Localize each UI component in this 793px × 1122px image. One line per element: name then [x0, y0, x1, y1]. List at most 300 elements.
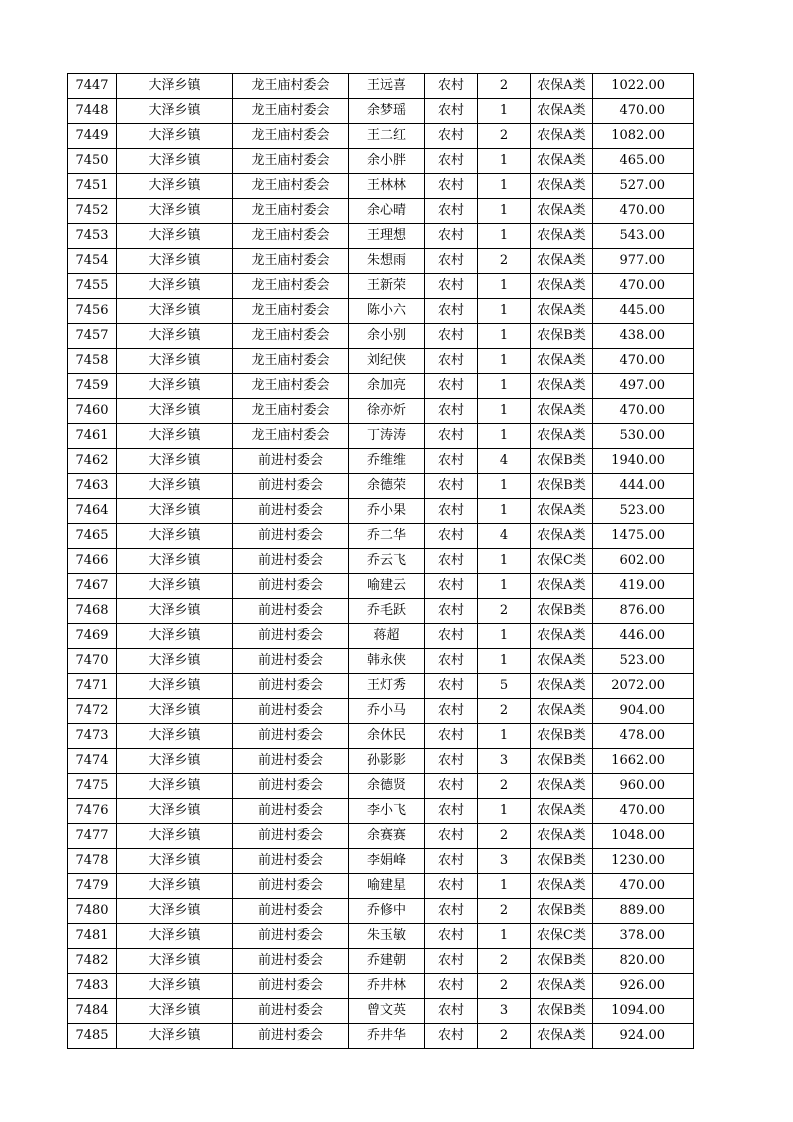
amount-cell: 470.00: [593, 99, 694, 124]
household-type-cell: 农村: [425, 624, 478, 649]
category-cell: 农保A类: [531, 574, 593, 599]
person-count-cell: 1: [478, 274, 531, 299]
category-cell: 农保A类: [531, 74, 593, 99]
table-row: [68, 524, 694, 549]
name-cell: 徐亦炘: [349, 399, 425, 424]
name-cell: 王林林: [349, 174, 425, 199]
person-count-cell: 1: [478, 199, 531, 224]
township-cell: 大泽乡镇: [117, 149, 233, 174]
amount-cell: 1475.00: [593, 524, 694, 549]
row-number-cell: 7466: [68, 549, 117, 574]
table-row: [68, 724, 694, 749]
amount-cell: 889.00: [593, 899, 694, 924]
name-cell: 余小胖: [349, 149, 425, 174]
amount-cell: 470.00: [593, 799, 694, 824]
table-row: [68, 924, 694, 949]
amount-cell: 444.00: [593, 474, 694, 499]
table-row: [68, 699, 694, 724]
township-cell: 大泽乡镇: [117, 874, 233, 899]
person-count-cell: 2: [478, 249, 531, 274]
row-number-cell: 7450: [68, 149, 117, 174]
township-cell: 大泽乡镇: [117, 524, 233, 549]
township-cell: 大泽乡镇: [117, 849, 233, 874]
name-cell: 王二红: [349, 124, 425, 149]
table-row: [68, 674, 694, 699]
category-cell: 农保A类: [531, 374, 593, 399]
village-committee-cell: 前进村委会: [233, 874, 349, 899]
table-row: [68, 949, 694, 974]
row-number-cell: 7449: [68, 124, 117, 149]
village-committee-cell: 前进村委会: [233, 899, 349, 924]
village-committee-cell: 龙王庙村委会: [233, 299, 349, 324]
household-type-cell: 农村: [425, 99, 478, 124]
household-type-cell: 农村: [425, 874, 478, 899]
village-committee-cell: 前进村委会: [233, 724, 349, 749]
person-count-cell: 3: [478, 849, 531, 874]
amount-cell: 1940.00: [593, 449, 694, 474]
township-cell: 大泽乡镇: [117, 299, 233, 324]
amount-cell: 876.00: [593, 599, 694, 624]
table-row: [68, 999, 694, 1024]
name-cell: 余小别: [349, 324, 425, 349]
household-type-cell: 农村: [425, 674, 478, 699]
name-cell: 朱玉敏: [349, 924, 425, 949]
township-cell: 大泽乡镇: [117, 699, 233, 724]
row-number-cell: 7463: [68, 474, 117, 499]
household-type-cell: 农村: [425, 224, 478, 249]
table-row: [68, 149, 694, 174]
village-committee-cell: 前进村委会: [233, 1024, 349, 1049]
amount-cell: 527.00: [593, 174, 694, 199]
township-cell: 大泽乡镇: [117, 549, 233, 574]
category-cell: 农保A类: [531, 124, 593, 149]
township-cell: 大泽乡镇: [117, 199, 233, 224]
category-cell: 农保A类: [531, 274, 593, 299]
township-cell: 大泽乡镇: [117, 74, 233, 99]
amount-cell: 470.00: [593, 399, 694, 424]
category-cell: 农保A类: [531, 874, 593, 899]
village-committee-cell: 龙王庙村委会: [233, 149, 349, 174]
household-type-cell: 农村: [425, 824, 478, 849]
row-number-cell: 7484: [68, 999, 117, 1024]
township-cell: 大泽乡镇: [117, 124, 233, 149]
row-number-cell: 7452: [68, 199, 117, 224]
name-cell: 乔小马: [349, 699, 425, 724]
row-number-cell: 7477: [68, 824, 117, 849]
table-row: [68, 324, 694, 349]
category-cell: 农保A类: [531, 349, 593, 374]
township-cell: 大泽乡镇: [117, 349, 233, 374]
township-cell: 大泽乡镇: [117, 949, 233, 974]
township-cell: 大泽乡镇: [117, 399, 233, 424]
amount-cell: 530.00: [593, 424, 694, 449]
person-count-cell: 1: [478, 649, 531, 674]
table-row: [68, 199, 694, 224]
amount-cell: 977.00: [593, 249, 694, 274]
name-cell: 乔云飞: [349, 549, 425, 574]
table-row: [68, 599, 694, 624]
category-cell: 农保A类: [531, 774, 593, 799]
township-cell: 大泽乡镇: [117, 324, 233, 349]
person-count-cell: 2: [478, 124, 531, 149]
household-type-cell: 农村: [425, 474, 478, 499]
category-cell: 农保A类: [531, 299, 593, 324]
household-type-cell: 农村: [425, 399, 478, 424]
name-cell: 蒋超: [349, 624, 425, 649]
name-cell: 余德荣: [349, 474, 425, 499]
table-row: [68, 899, 694, 924]
subsidy-table: [67, 73, 694, 1049]
township-cell: 大泽乡镇: [117, 824, 233, 849]
township-cell: 大泽乡镇: [117, 224, 233, 249]
village-committee-cell: 前进村委会: [233, 524, 349, 549]
village-committee-cell: 前进村委会: [233, 949, 349, 974]
name-cell: 王新荣: [349, 274, 425, 299]
household-type-cell: 农村: [425, 924, 478, 949]
village-committee-cell: 龙王庙村委会: [233, 99, 349, 124]
person-count-cell: 2: [478, 599, 531, 624]
township-cell: 大泽乡镇: [117, 774, 233, 799]
row-number-cell: 7478: [68, 849, 117, 874]
amount-cell: 470.00: [593, 349, 694, 374]
row-number-cell: 7456: [68, 299, 117, 324]
category-cell: 农保A类: [531, 974, 593, 999]
township-cell: 大泽乡镇: [117, 574, 233, 599]
village-committee-cell: 龙王庙村委会: [233, 199, 349, 224]
village-committee-cell: 前进村委会: [233, 599, 349, 624]
household-type-cell: 农村: [425, 574, 478, 599]
name-cell: 乔二华: [349, 524, 425, 549]
village-committee-cell: 前进村委会: [233, 649, 349, 674]
village-committee-cell: 前进村委会: [233, 774, 349, 799]
table-row: [68, 574, 694, 599]
row-number-cell: 7465: [68, 524, 117, 549]
village-committee-cell: 前进村委会: [233, 699, 349, 724]
amount-cell: 924.00: [593, 1024, 694, 1049]
amount-cell: 904.00: [593, 699, 694, 724]
table-row: [68, 549, 694, 574]
category-cell: 农保A类: [531, 624, 593, 649]
table-row: [68, 974, 694, 999]
table-row: [68, 799, 694, 824]
name-cell: 余休民: [349, 724, 425, 749]
person-count-cell: 1: [478, 324, 531, 349]
row-number-cell: 7471: [68, 674, 117, 699]
category-cell: 农保A类: [531, 699, 593, 724]
person-count-cell: 1: [478, 149, 531, 174]
amount-cell: 960.00: [593, 774, 694, 799]
table-row: [68, 299, 694, 324]
village-committee-cell: 前进村委会: [233, 999, 349, 1024]
amount-cell: 470.00: [593, 274, 694, 299]
name-cell: 孙影影: [349, 749, 425, 774]
category-cell: 农保B类: [531, 449, 593, 474]
person-count-cell: 1: [478, 224, 531, 249]
row-number-cell: 7467: [68, 574, 117, 599]
village-committee-cell: 龙王庙村委会: [233, 324, 349, 349]
row-number-cell: 7474: [68, 749, 117, 774]
row-number-cell: 7485: [68, 1024, 117, 1049]
household-type-cell: 农村: [425, 74, 478, 99]
household-type-cell: 农村: [425, 774, 478, 799]
amount-cell: 478.00: [593, 724, 694, 749]
household-type-cell: 农村: [425, 974, 478, 999]
row-number-cell: 7464: [68, 499, 117, 524]
person-count-cell: 1: [478, 399, 531, 424]
name-cell: 余赛赛: [349, 824, 425, 849]
person-count-cell: 3: [478, 999, 531, 1024]
household-type-cell: 农村: [425, 699, 478, 724]
village-committee-cell: 前进村委会: [233, 799, 349, 824]
name-cell: 乔井华: [349, 1024, 425, 1049]
table-row: [68, 224, 694, 249]
name-cell: 李娟峰: [349, 849, 425, 874]
name-cell: 王远喜: [349, 74, 425, 99]
household-type-cell: 农村: [425, 324, 478, 349]
amount-cell: 497.00: [593, 374, 694, 399]
amount-cell: 1094.00: [593, 999, 694, 1024]
name-cell: 余梦瑶: [349, 99, 425, 124]
name-cell: 陈小六: [349, 299, 425, 324]
row-number-cell: 7447: [68, 74, 117, 99]
person-count-cell: 1: [478, 799, 531, 824]
person-count-cell: 1: [478, 374, 531, 399]
household-type-cell: 农村: [425, 549, 478, 574]
person-count-cell: 2: [478, 74, 531, 99]
amount-cell: 470.00: [593, 874, 694, 899]
category-cell: 农保A类: [531, 224, 593, 249]
category-cell: 农保C类: [531, 549, 593, 574]
category-cell: 农保B类: [531, 724, 593, 749]
row-number-cell: 7483: [68, 974, 117, 999]
category-cell: 农保B类: [531, 749, 593, 774]
person-count-cell: 1: [478, 624, 531, 649]
amount-cell: 446.00: [593, 624, 694, 649]
household-type-cell: 农村: [425, 649, 478, 674]
category-cell: 农保B类: [531, 324, 593, 349]
name-cell: 喻建云: [349, 574, 425, 599]
township-cell: 大泽乡镇: [117, 499, 233, 524]
household-type-cell: 农村: [425, 249, 478, 274]
person-count-cell: 1: [478, 299, 531, 324]
village-committee-cell: 龙王庙村委会: [233, 349, 349, 374]
village-committee-cell: 前进村委会: [233, 624, 349, 649]
row-number-cell: 7472: [68, 699, 117, 724]
person-count-cell: 2: [478, 949, 531, 974]
village-committee-cell: 前进村委会: [233, 449, 349, 474]
township-cell: 大泽乡镇: [117, 649, 233, 674]
person-count-cell: 2: [478, 774, 531, 799]
person-count-cell: 5: [478, 674, 531, 699]
amount-cell: 378.00: [593, 924, 694, 949]
row-number-cell: 7454: [68, 249, 117, 274]
category-cell: 农保A类: [531, 174, 593, 199]
person-count-cell: 1: [478, 174, 531, 199]
table-row: [68, 824, 694, 849]
table-row: [68, 849, 694, 874]
township-cell: 大泽乡镇: [117, 274, 233, 299]
township-cell: 大泽乡镇: [117, 674, 233, 699]
category-cell: 农保C类: [531, 924, 593, 949]
table-row: [68, 74, 694, 99]
amount-cell: 465.00: [593, 149, 694, 174]
name-cell: 李小飞: [349, 799, 425, 824]
person-count-cell: 3: [478, 749, 531, 774]
township-cell: 大泽乡镇: [117, 174, 233, 199]
person-count-cell: 1: [478, 924, 531, 949]
category-cell: 农保B类: [531, 849, 593, 874]
row-number-cell: 7453: [68, 224, 117, 249]
village-committee-cell: 前进村委会: [233, 474, 349, 499]
name-cell: 刘纪侠: [349, 349, 425, 374]
household-type-cell: 农村: [425, 124, 478, 149]
person-count-cell: 1: [478, 99, 531, 124]
category-cell: 农保B类: [531, 899, 593, 924]
amount-cell: 543.00: [593, 224, 694, 249]
category-cell: 农保A类: [531, 799, 593, 824]
table-row: [68, 474, 694, 499]
row-number-cell: 7482: [68, 949, 117, 974]
amount-cell: 1082.00: [593, 124, 694, 149]
amount-cell: 820.00: [593, 949, 694, 974]
row-number-cell: 7479: [68, 874, 117, 899]
township-cell: 大泽乡镇: [117, 1024, 233, 1049]
row-number-cell: 7459: [68, 374, 117, 399]
township-cell: 大泽乡镇: [117, 974, 233, 999]
township-cell: 大泽乡镇: [117, 799, 233, 824]
person-count-cell: 1: [478, 424, 531, 449]
village-committee-cell: 龙王庙村委会: [233, 374, 349, 399]
name-cell: 喻建星: [349, 874, 425, 899]
name-cell: 王理想: [349, 224, 425, 249]
name-cell: 余德贤: [349, 774, 425, 799]
person-count-cell: 1: [478, 549, 531, 574]
table-row: [68, 424, 694, 449]
village-committee-cell: 龙王庙村委会: [233, 249, 349, 274]
category-cell: 农保B类: [531, 599, 593, 624]
household-type-cell: 农村: [425, 274, 478, 299]
table-row: [68, 249, 694, 274]
amount-cell: 438.00: [593, 324, 694, 349]
household-type-cell: 农村: [425, 999, 478, 1024]
township-cell: 大泽乡镇: [117, 449, 233, 474]
category-cell: 农保A类: [531, 524, 593, 549]
person-count-cell: 1: [478, 574, 531, 599]
amount-cell: 926.00: [593, 974, 694, 999]
row-number-cell: 7468: [68, 599, 117, 624]
name-cell: 曾文英: [349, 999, 425, 1024]
amount-cell: 602.00: [593, 549, 694, 574]
table-row: [68, 174, 694, 199]
village-committee-cell: 前进村委会: [233, 749, 349, 774]
village-committee-cell: 前进村委会: [233, 849, 349, 874]
village-committee-cell: 前进村委会: [233, 549, 349, 574]
person-count-cell: 2: [478, 899, 531, 924]
person-count-cell: 2: [478, 699, 531, 724]
township-cell: 大泽乡镇: [117, 249, 233, 274]
category-cell: 农保B类: [531, 474, 593, 499]
row-number-cell: 7460: [68, 399, 117, 424]
village-committee-cell: 前进村委会: [233, 924, 349, 949]
name-cell: 丁涛涛: [349, 424, 425, 449]
category-cell: 农保A类: [531, 149, 593, 174]
village-committee-cell: 龙王庙村委会: [233, 424, 349, 449]
category-cell: 农保A类: [531, 1024, 593, 1049]
name-cell: 王灯秀: [349, 674, 425, 699]
household-type-cell: 农村: [425, 174, 478, 199]
name-cell: 乔井林: [349, 974, 425, 999]
person-count-cell: 1: [478, 724, 531, 749]
amount-cell: 419.00: [593, 574, 694, 599]
village-committee-cell: 前进村委会: [233, 674, 349, 699]
amount-cell: 523.00: [593, 499, 694, 524]
row-number-cell: 7448: [68, 99, 117, 124]
category-cell: 农保A类: [531, 99, 593, 124]
row-number-cell: 7458: [68, 349, 117, 374]
row-number-cell: 7475: [68, 774, 117, 799]
row-number-cell: 7470: [68, 649, 117, 674]
village-committee-cell: 前进村委会: [233, 974, 349, 999]
table-row: [68, 624, 694, 649]
table-row: [68, 349, 694, 374]
amount-cell: 1662.00: [593, 749, 694, 774]
category-cell: 农保A类: [531, 499, 593, 524]
name-cell: 余加亮: [349, 374, 425, 399]
household-type-cell: 农村: [425, 199, 478, 224]
table-row: [68, 749, 694, 774]
category-cell: 农保A类: [531, 249, 593, 274]
amount-cell: 1048.00: [593, 824, 694, 849]
household-type-cell: 农村: [425, 899, 478, 924]
person-count-cell: 2: [478, 824, 531, 849]
table-row: [68, 99, 694, 124]
village-committee-cell: 龙王庙村委会: [233, 124, 349, 149]
row-number-cell: 7476: [68, 799, 117, 824]
township-cell: 大泽乡镇: [117, 924, 233, 949]
table-row: [68, 874, 694, 899]
township-cell: 大泽乡镇: [117, 624, 233, 649]
village-committee-cell: 前进村委会: [233, 824, 349, 849]
person-count-cell: 4: [478, 524, 531, 549]
household-type-cell: 农村: [425, 149, 478, 174]
category-cell: 农保B类: [531, 949, 593, 974]
village-committee-cell: 前进村委会: [233, 499, 349, 524]
name-cell: 余心晴: [349, 199, 425, 224]
category-cell: 农保A类: [531, 399, 593, 424]
household-type-cell: 农村: [425, 749, 478, 774]
person-count-cell: 4: [478, 449, 531, 474]
amount-cell: 445.00: [593, 299, 694, 324]
table-row: [68, 374, 694, 399]
category-cell: 农保A类: [531, 674, 593, 699]
village-committee-cell: 龙王庙村委会: [233, 74, 349, 99]
household-type-cell: 农村: [425, 499, 478, 524]
row-number-cell: 7462: [68, 449, 117, 474]
row-number-cell: 7461: [68, 424, 117, 449]
name-cell: 乔建朝: [349, 949, 425, 974]
township-cell: 大泽乡镇: [117, 374, 233, 399]
household-type-cell: 农村: [425, 424, 478, 449]
village-committee-cell: 龙王庙村委会: [233, 224, 349, 249]
table-row: [68, 1024, 694, 1049]
table-row: [68, 649, 694, 674]
person-count-cell: 1: [478, 874, 531, 899]
household-type-cell: 农村: [425, 599, 478, 624]
amount-cell: 1022.00: [593, 74, 694, 99]
village-committee-cell: 龙王庙村委会: [233, 174, 349, 199]
row-number-cell: 7457: [68, 324, 117, 349]
township-cell: 大泽乡镇: [117, 899, 233, 924]
